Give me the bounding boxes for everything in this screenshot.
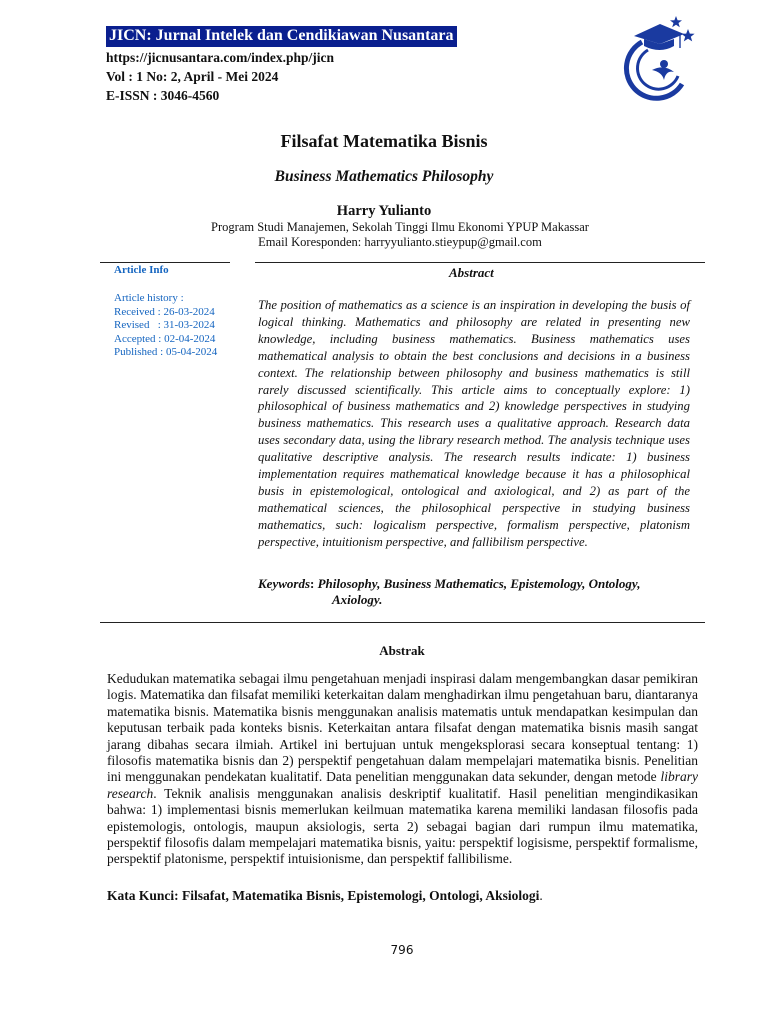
article-history [114, 292, 217, 360]
kata-kunci-period: . [539, 888, 543, 903]
journal-name[interactable]: JICN: Jurnal Intelek dan Cendikiawan Nusantara [106, 26, 457, 47]
keywords-values-continued: Axiology. [332, 592, 383, 607]
affiliation: Program Studi Manajemen, Sekolah Tinggi Ilmu Ekonomi YPUP Makassar [211, 220, 589, 234]
person-head-icon [660, 60, 668, 68]
correspondence-email[interactable]: Email Koresponden: harryyulianto.stieypup@gmail.com [258, 235, 542, 249]
history-accepted: Accepted : 02-04-2024 [114, 332, 216, 345]
graduation-cap-star-logo [604, 12, 700, 102]
history-received: Received : 26-03-2024 [114, 305, 215, 318]
eissn: E-ISSN : 3046-4560 [106, 88, 220, 103]
history-label: Article history : [114, 292, 184, 304]
abstract-text: The position of mathematics as a science is an inspiration in developing the busis of logical thinking. Mathematics and philosophy are related in presenting new knowledge, including business mathematics. Business mathematics uses mathematical analysis to obtain the best conclusions and decisions in a business context. The relationship between philosophy and business mathematics is still rarely discussed scientifically. This article aims to conceptually explore: 1) philosophical of business mathematics and 2) knowledge perspectives in studying business mathematics. This research uses a qualitative approach. Research data uses secondary data, using the library research method. The analysis technique uses qualitative descriptive analysis. The research results indicate: 1) business implementation requires mathematical knowledge because it has a philosophical busis in epistemological, ontological and axiological, and 2) as part of the mathematical sciences, the philosophical perspective in studying business mathematics, such: logicalism perspective, formalism perspective, platonism perspective, intuitionism perspective, and fallibilism perspective. [258, 298, 690, 549]
volume-info: Vol : 1 No: 2, April - Mei 2024 [106, 69, 279, 84]
abstrak-heading: Abstrak [379, 643, 425, 658]
kata-kunci-text: Kata Kunci: Filsafat, Matematika Bisnis, Epistemologi, Ontologi, Aksiologi [107, 888, 540, 903]
history-published: Published : 05-04-2024 [114, 346, 218, 359]
kata-kunci [107, 888, 543, 904]
abstract-rule [255, 262, 705, 263]
author-affiliation-block [0, 220, 768, 250]
keywords-values: Philosophy, Business Mathematics, Epistemology, Ontology, [314, 576, 641, 591]
journal-header [106, 26, 666, 105]
journal-url[interactable]: https://jicnusantara.com/index.php/jicn [106, 50, 335, 65]
paper-subtitle: Business Mathematics Philosophy [274, 168, 494, 185]
keywords-colon: : [310, 576, 315, 591]
keywords-label: Keywords [258, 576, 310, 591]
abstrak-text-part: . Teknik analisis menggunakan analisis deskriptif kualitatif. Hasil penelitian mengindikasikan bahwa: 1) implementasi bisnis memerlukan keilmuan matematika karena memiliki landasan filosofis pada epistemologis, ontologis, maupun aksiologis, serta 2) sebagai bagian dari rumpun ilmu matematika, perspektif filosofis dalam mempelajari matematika bisnis, yaitu: perspektif logisisme, perspektif formalisme, perspektif platonisme, perspektif intuisionisme, dan perspektif fallibilisme. [107, 785, 698, 867]
page-number: 796 [390, 943, 414, 957]
article-info-rule [100, 262, 230, 263]
person-body-icon [652, 67, 674, 80]
article-info-heading: Article Info [114, 264, 169, 276]
section-rule [100, 622, 705, 623]
star-icon [681, 29, 694, 41]
author-name: Harry Yulianto [336, 203, 432, 219]
keywords [258, 576, 690, 608]
history-revised: Revised : 31-03-2024 [114, 319, 215, 332]
abstrak-text-part: Kedudukan matematika sebagai ilmu pengetahuan menjadi inspirasi dalam mengembangkan dasar pemikiran logis. Matematika dan filsafat memiliki keterkaitan dalam menghadirkan ilmu pengetahuan baru, diantaranya matematika bisnis. Matematika bisnis menggunakan analisis matematis untuk mendapatkan kesimpulan dan keputusan terbaik pada konteks bisnis. Keterkaitan antara filsafat dengan matematika bisnis masih sangat jarang dibahas secara ilmiah. Artikel ini bertujuan untuk mengeksplorasi secara konseptual tentang: 1) filosofis matematika bisnis dan 2) perspektif pengetahuan dalam mempelajari matematika bisnis. Penelitian ini menggunakan pendekatan kualitatif. Data penelitian menggunakan data sekunder, dengan metode [107, 671, 698, 785]
star-icon [670, 16, 682, 27]
abstrak-text [107, 671, 698, 868]
mortarboard-icon [634, 24, 684, 44]
abstrak-italic-term: library research [107, 769, 698, 801]
abstract-heading: Abstract [449, 265, 494, 280]
paper-title: Filsafat Matematika Bisnis [280, 131, 488, 151]
